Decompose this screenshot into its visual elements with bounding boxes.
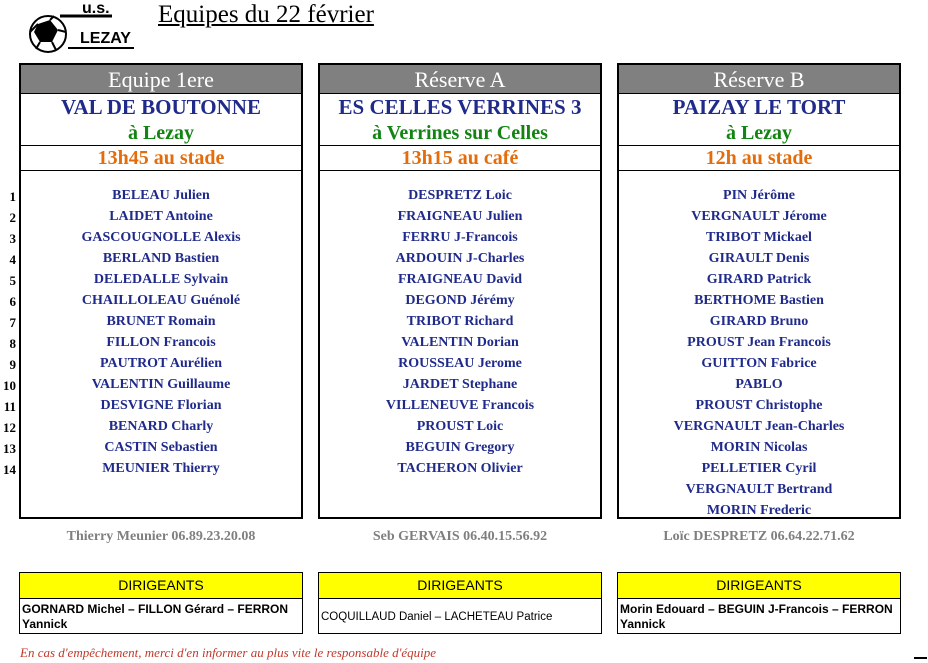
player-name: PIN Jérôme: [723, 188, 795, 203]
player-name: MORIN Nicolas: [710, 440, 808, 455]
row-number: 1: [9, 189, 16, 204]
player-name: GIRARD Patrick: [706, 272, 812, 287]
player-name: BENARD Charly: [108, 419, 214, 434]
dirigeants-names: GORNARD Michel – FILLON Gérard – FERRON Yannick: [22, 602, 289, 631]
player-name: VALENTIN Guillaume: [91, 377, 231, 392]
club-logo: [24, 2, 140, 58]
page-title: Equipes du 22 février: [158, 1, 374, 28]
player-name: LAIDET Antoine: [109, 209, 213, 224]
player-name: GIRARD Bruno: [709, 314, 809, 329]
player-name: BERLAND Bastien: [102, 251, 220, 266]
player-name: VERGNAULT Jérome: [691, 209, 827, 224]
dirigeants-box: [617, 572, 901, 634]
row-number: 12: [3, 420, 16, 435]
meeting-time: 12h au stade: [619, 146, 899, 171]
row-number: 10: [3, 378, 16, 393]
player-name: FERRU J-Francois: [402, 230, 518, 245]
player-name: BRUNET Romain: [106, 314, 216, 329]
row-number: 11: [3, 399, 16, 414]
player-name: VALENTIN Dorian: [401, 335, 519, 350]
row-number: 6: [9, 294, 16, 309]
row-number: 3: [9, 231, 16, 246]
dirigeants-box: [318, 572, 602, 634]
player-name: GIRAULT Denis: [708, 251, 810, 266]
player-name: PAUTROT Aurélien: [100, 356, 222, 371]
player-name: TACHERON Olivier: [397, 461, 523, 476]
player-name: CHAILLOLEAU Guénolé: [81, 293, 241, 308]
player-name: ROUSSEAU Jerome: [398, 356, 522, 371]
player-name: PABLO: [735, 377, 783, 392]
player-name: PROUST Christophe: [695, 398, 823, 413]
logo-us-text: u.s.: [82, 0, 110, 17]
row-number-column: [0, 186, 16, 480]
team-contact: Thierry Meunier 06.89.23.20.08: [66, 529, 256, 544]
match-venue: à Lezay: [21, 121, 301, 146]
dirigeants-header: DIRIGEANTS: [618, 573, 900, 599]
team-contact: Loïc DESPRETZ 06.64.22.71.62: [663, 529, 855, 544]
player-name: PELLETIER Cyril: [701, 461, 817, 476]
player-name: TRIBOT Richard: [406, 314, 514, 329]
player-name: DELEDALLE Sylvain: [93, 272, 229, 287]
player-name: TRIBOT Mickael: [706, 230, 812, 245]
player-name: DESVIGNE Florian: [100, 398, 222, 413]
player-name: VILLENEUVE Francois: [385, 398, 535, 413]
player-name: MORIN Frederic: [706, 503, 812, 518]
player-list: [21, 171, 301, 479]
match-venue: à Lezay: [619, 121, 899, 146]
player-name: MEUNIER Thierry: [102, 461, 220, 476]
team-contact: Seb GERVAIS 06.40.15.56.92: [372, 529, 548, 544]
dirigeants-box: [19, 572, 303, 634]
player-list: [320, 171, 600, 479]
player-name: VERGNAULT Jean-Charles: [673, 419, 845, 434]
meeting-time: 13h45 au stade: [21, 146, 301, 171]
dirigeants-names: COQUILLAUD Daniel – LACHETEAU Patrice: [321, 610, 553, 623]
match-venue: à Verrines sur Celles: [320, 121, 600, 146]
dirigeants-header: DIRIGEANTS: [319, 573, 601, 599]
logo-lezay-text: LEZAY: [80, 30, 131, 47]
opponent-name: ES CELLES VERRINES 3: [338, 95, 582, 119]
row-number: 14: [3, 462, 16, 477]
team-card-equipe-1ere: [19, 63, 303, 519]
player-name: ARDOUIN J-Charles: [395, 251, 525, 266]
player-name: GUITTON Fabrice: [701, 356, 817, 371]
team-name: Réserve A: [320, 65, 600, 94]
player-name: BELEAU Julien: [112, 188, 210, 203]
player-name: FRAIGNEAU Julien: [397, 209, 523, 224]
team-card-reserve-a: [318, 63, 602, 519]
team-name: Réserve B: [619, 65, 899, 94]
divider: [914, 657, 927, 659]
dirigeants-names: Morin Edouard – BEGUIN J-Francois – FERRON Yannick: [620, 602, 893, 631]
player-list: [619, 171, 899, 521]
meeting-time: 13h15 au café: [320, 146, 600, 171]
opponent-name: PAIZAY LE TORT: [672, 95, 846, 119]
player-name: JARDET Stephane: [402, 377, 518, 392]
player-name: CASTIN Sebastien: [104, 440, 218, 455]
row-number: 9: [9, 357, 16, 372]
team-name: Equipe 1ere: [21, 65, 301, 94]
dirigeants-header: DIRIGEANTS: [20, 573, 302, 599]
row-number: 8: [9, 336, 16, 351]
player-name: FRAIGNEAU David: [397, 272, 523, 287]
player-name: PROUST Jean Francois: [687, 335, 831, 350]
opponent-name: VAL DE BOUTONNE: [61, 95, 261, 119]
row-number: 2: [9, 210, 16, 225]
player-name: BERTHOME Bastien: [694, 293, 824, 308]
player-name: BEGUIN Gregory: [405, 440, 515, 455]
player-name: DESPRETZ Loic: [408, 188, 512, 203]
footnote: En cas d'empêchement, merci d'en informer au plus vite le responsable d'équipe: [20, 645, 437, 660]
player-name: FILLON Francois: [106, 335, 216, 350]
row-number: 4: [9, 252, 16, 267]
player-name: DEGOND Jérémy: [405, 293, 515, 308]
player-name: PROUST Loic: [416, 419, 504, 434]
row-number: 7: [9, 315, 16, 330]
row-number: 5: [9, 273, 16, 288]
player-name: VERGNAULT Bertrand: [685, 482, 833, 497]
player-name: GASCOUGNOLLE Alexis: [81, 230, 241, 245]
team-card-reserve-b: [617, 63, 901, 519]
row-number: 13: [3, 441, 16, 456]
